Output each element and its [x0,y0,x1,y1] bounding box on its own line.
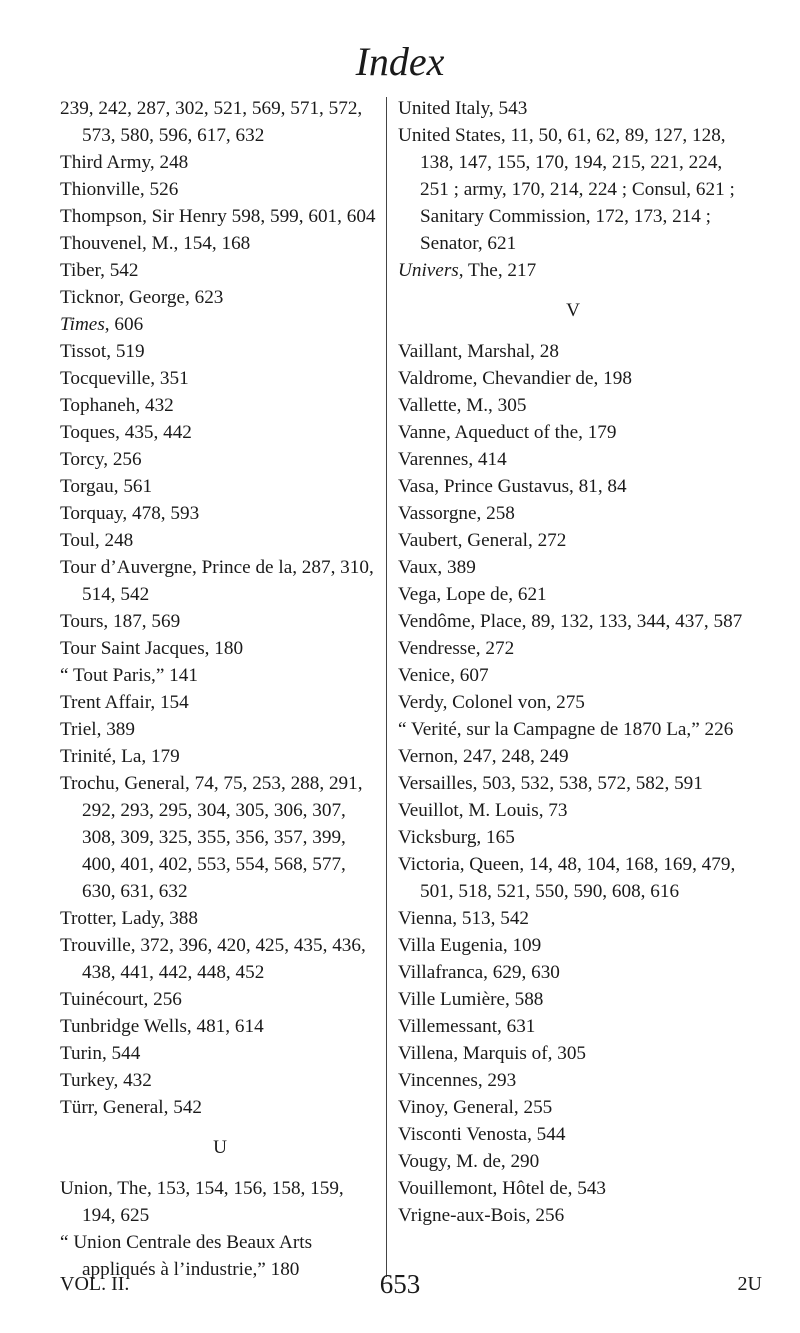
index-entry: “ Union Centrale des Beaux Arts appliqués à l’industrie,” 180 [60,1232,313,1280]
index-entry: Triel, 389 [60,719,135,740]
index-entry: Vicksburg, 165 [398,827,515,848]
index-entry: Vaillant, Marshal, 28 [398,341,559,362]
index-entry: Vendôme, Place, 89, 132, 133, 344, 437, 587 [398,611,743,632]
index-entry [60,311,380,338]
index-entry: Trouville, 372, 396, 420, 425, 435, 436, 438, 441, 442, 448, 452 [60,935,366,983]
index-entry: Third Army, 248 [60,152,189,173]
index-entry: Villafranca, 629, 630 [398,962,560,983]
index-entry: Villena, Marquis of, 305 [398,1043,587,1064]
index-entry [398,257,748,284]
index-entry: Tour Saint Jacques, 180 [60,638,244,659]
index-entry: Ticknor, George, 623 [60,287,224,308]
index-entry: Ville Lumière, 588 [398,989,544,1010]
page-number: 653 [379,1269,421,1299]
index-entry: Tuinécourt, 256 [60,989,182,1010]
index-entry: Vanne, Aqueduct of the, 179 [398,422,617,443]
index-entry: Trotter, Lady, 388 [60,908,198,929]
index-entry: United States, 11, 50, 61, 62, 89, 127, 128, 138, 147, 155, 170, 194, 215, 221, 224, 251 ; army, 170, 214, 224 ; Consul, 621 ; Sanitary Commission, 172, 173, 214 ; Senator, 621 [398,125,735,254]
index-entry: Thionville, 526 [60,179,179,200]
entry-title-italic: Times [60,314,105,335]
index-entry: Vallette, M., 305 [398,395,527,416]
index-entry: Tophaneh, 432 [60,395,174,416]
index-entry: Vienna, 513, 542 [398,908,530,929]
index-entry: Trent Affair, 154 [60,692,189,713]
signature-mark: 2U [737,1273,762,1295]
index-entry: Versailles, 503, 532, 538, 572, 582, 591 [398,773,703,794]
index-entry: Vaubert, General, 272 [398,530,567,551]
index-entry: Vougy, M. de, 290 [398,1151,540,1172]
index-entry: “ Tout Paris,” 141 [60,665,198,686]
index-column-left [60,95,380,1283]
index-entry: Turkey, 432 [60,1070,152,1091]
index-entry: Trochu, General, 74, 75, 253, 288, 291, 292, 293, 295, 304, 305, 306, 307, 308, 309, 325, 355, 356, 357, 399, 400, 401, 402, 553, 554, 568, 577, 630, 631, 632 [60,773,363,902]
index-entry: Vincennes, 293 [398,1070,517,1091]
index-entry: Vouillemont, Hôtel de, 543 [398,1178,607,1199]
page-title: Index [355,39,445,84]
index-entry: Vernon, 247, 248, 249 [398,746,569,767]
index-entry: Union, The, 153, 154, 156, 158, 159, 194, 625 [60,1178,344,1226]
index-column-right [398,95,748,1229]
volume-label: VOL. II. [60,1273,130,1295]
index-entry: Verdy, Colonel von, 275 [398,692,585,713]
index-entry: United Italy, 543 [398,98,528,119]
index-entry: Turin, 544 [60,1043,141,1064]
entry-title-italic: Univers [398,260,459,281]
index-entry: Torquay, 478, 593 [60,503,200,524]
index-entry: “ Verité, sur la Campagne de 1870 La,” 226 [398,719,734,740]
page-footer [0,1269,800,1299]
index-entry: 239, 242, 287, 302, 521, 569, 571, 572, 573, 580, 596, 617, 632 [60,98,363,146]
index-entry: Villa Eugenia, 109 [398,935,542,956]
index-entry: Trinité, La, 179 [60,746,180,767]
index-entry: Valdrome, Chevandier de, 198 [398,368,632,389]
entry-pages: , 606 [104,314,144,335]
index-entry: Vrigne-aux-Bois, 256 [398,1205,565,1226]
index-entry: Tocqueville, 351 [60,368,189,389]
index-entry: Vaux, 389 [398,557,476,578]
index-entry: Thouvenel, M., 154, 168 [60,233,251,254]
index-entry: Türr, General, 542 [60,1097,203,1118]
index-entry: Vasa, Prince Gustavus, 81, 84 [398,476,627,497]
index-entry: Villemessant, 631 [398,1016,536,1037]
index-entry: Torgau, 561 [60,476,153,497]
index-entry: Venice, 607 [398,665,489,686]
column-divider [386,97,387,1277]
index-entry: Tours, 187, 569 [60,611,181,632]
entry-pages: , The, 217 [458,260,537,281]
index-entry: Victoria, Queen, 14, 48, 104, 168, 169, 479, 501, 518, 521, 550, 590, 608, 616 [398,854,736,902]
index-entry: Tunbridge Wells, 481, 614 [60,1016,264,1037]
index-entry: Tour d’Auvergne, Prince de la, 287, 310, 514, 542 [60,557,374,605]
index-entry: Vinoy, General, 255 [398,1097,553,1118]
index-entry: Tiber, 542 [60,260,139,281]
index-entry: Varennes, 414 [398,449,507,470]
index-entry: Vendresse, 272 [398,638,515,659]
index-entry: Visconti Venosta, 544 [398,1124,566,1145]
index-entry: Thompson, Sir Henry 598, 599, 601, 604 [60,206,376,227]
section-letter: V [566,300,580,321]
index-entry: Vega, Lope de, 621 [398,584,547,605]
section-letter: U [213,1137,227,1158]
index-entry: Veuillot, M. Louis, 73 [398,800,568,821]
index-entry: Torcy, 256 [60,449,142,470]
index-entry: Toul, 248 [60,530,134,551]
index-entry: Vassorgne, 258 [398,503,515,524]
index-entry: Toques, 435, 442 [60,422,192,443]
index-entry: Tissot, 519 [60,341,145,362]
